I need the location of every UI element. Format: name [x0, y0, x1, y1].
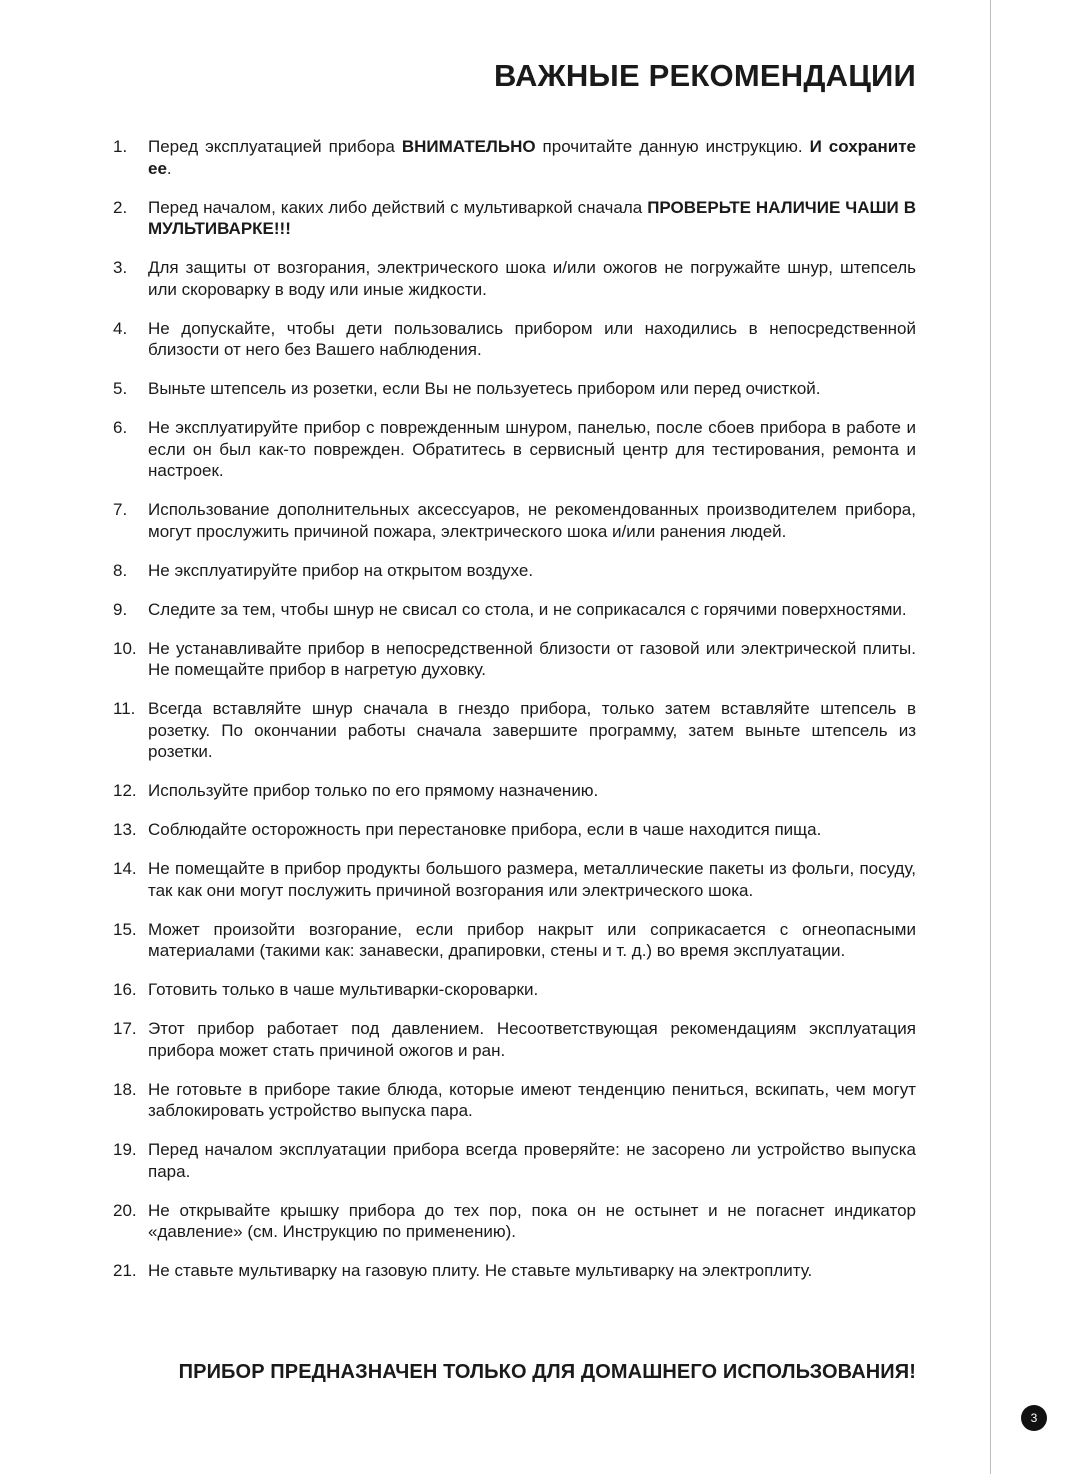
text-segment: Этот прибор работает под давлением. Несоответствующая рекомендациям эксплуатация прибора может стать причиной ожогов и ран.: [148, 1019, 916, 1060]
list-item: [113, 599, 916, 621]
list-item-number: 19.: [113, 1140, 137, 1159]
list-item: [113, 1079, 916, 1122]
list-item: [113, 1260, 916, 1282]
text-segment: Готовить только в чаше мультиварки-скороварки.: [148, 980, 539, 999]
list-item-number: 16.: [113, 980, 137, 999]
list-item: [113, 819, 916, 841]
text-segment: Всегда вставляйте шнур сначала в гнездо прибора, только затем вставляйте штепсель в розетку. По окончании работы сначала завершите программу, затем выньте штепсель из розетки.: [148, 699, 916, 761]
list-item-text: [148, 600, 907, 619]
list-item-number: 2.: [113, 197, 128, 217]
text-segment: Следите за тем, чтобы шнур не свисал со стола, и не соприкасался с горячими поверхностями.: [148, 599, 907, 619]
list-item: [113, 136, 916, 179]
list-item-text: [148, 820, 821, 839]
list-item-number: 6.: [113, 418, 128, 437]
list-item: [113, 780, 916, 802]
list-item: [113, 919, 916, 962]
text-segment: Перед началом эксплуатации прибора всегда проверяйте: не засорено ли устройство выпуска пара.: [148, 1140, 916, 1181]
list-item-text: [148, 920, 916, 961]
text-segment: Используйте прибор только по его прямому назначению.: [148, 781, 599, 800]
list-item-text: [148, 379, 821, 398]
list-item: [113, 979, 916, 1001]
list-item-number: 14.: [113, 859, 137, 878]
list-item-number: 4.: [113, 318, 128, 338]
list-item-number: 3.: [113, 258, 128, 277]
list-item-number: 13.: [113, 820, 137, 839]
list-item-number: 20.: [113, 1200, 137, 1220]
text-segment: Не ставьте мультиварку на газовую плиту. Не ставьте мультиварку на электроплиту.: [148, 1261, 813, 1280]
list-item: [113, 858, 916, 901]
list-item: [113, 1200, 916, 1243]
text-segment: Не допускайте, чтобы дети пользовались прибором или находились в непосредственной близости от него без Вашего наблюдения.: [148, 318, 916, 359]
list-item-text: [148, 1261, 812, 1280]
list-item-text: [148, 980, 538, 999]
list-item-number: 10.: [113, 638, 137, 658]
domestic-use-warning: ПРИБОР ПРЕДНАЗНАЧЕН ТОЛЬКО ДЛЯ ДОМАШНЕГО ИСПОЛЬЗОВАНИЯ!: [178, 1361, 916, 1383]
list-item: [113, 257, 916, 300]
list-item-text: [148, 639, 916, 680]
list-item-text: [148, 137, 916, 178]
list-item: [113, 318, 916, 361]
list-item-number: 11.: [113, 699, 136, 718]
text-segment: Не готовьте в приборе такие блюда, которые имеют тенденцию пениться, вскипать, чем могут заблокировать устройство выпуска пара.: [148, 1079, 916, 1120]
list-item-text: [148, 859, 916, 900]
list-item-number: 8.: [113, 560, 128, 580]
text-segment: Не эксплуатируйте прибор на открытом воздухе.: [148, 560, 534, 580]
text-segment: Соблюдайте осторожность при перестановке прибора, если в чаше находится пища.: [148, 820, 822, 839]
list-item: [113, 1018, 916, 1061]
list-item-number: 21.: [113, 1261, 137, 1280]
list-item-number: 15.: [113, 919, 137, 939]
list-item-number: 7.: [113, 500, 128, 519]
list-item-text: [148, 561, 533, 580]
list-item-text: [148, 699, 916, 761]
list-item-text: [148, 198, 916, 239]
list-item-text: [148, 1140, 916, 1181]
emphasis-text: ПРОВЕРЬТЕ НАЛИЧИЕ ЧАШИ В МУЛЬТИВАРКЕ!!!: [148, 197, 917, 238]
list-item-text: [148, 500, 916, 541]
list-item-number: 1.: [113, 137, 128, 156]
list-item: [113, 698, 916, 763]
list-item-text: [148, 258, 916, 299]
list-item: [113, 197, 916, 240]
list-item-number: 18.: [113, 1079, 137, 1099]
text-segment: Для защиты от возгорания, электрического шока и/или ожогов не погружайте шнур, штепсель или скороварку в воду или иные жидкости.: [148, 258, 916, 299]
text-segment: Перед эксплуатацией прибора: [148, 137, 402, 156]
list-item-number: 9.: [113, 599, 128, 619]
list-item-number: 17.: [113, 1019, 137, 1038]
text-segment: Не помещайте в прибор продукты большого размера, металлические пакеты из фольги, посуду, так как они могут послужить причиной возгорания или электрического шока.: [148, 859, 916, 900]
text-segment: Не эксплуатируйте прибор с поврежденным шнуром, панелью, после сбоев прибора в работе и если он был как-то поврежден. Обратитесь в сервисный центр для тестирования, ремонта и настроек.: [148, 418, 916, 480]
list-item-text: [148, 1019, 916, 1060]
text-segment: .: [166, 158, 172, 178]
text-segment: Не устанавливайте прибор в непосредственной близости от газовой или электрической плиты. Не помещайте прибор в нагретую духовку.: [148, 638, 916, 679]
page-number-badge: 3: [1021, 1405, 1047, 1431]
text-segment: Может произойти возгорание, если прибор накрыт или соприкасается с огнеопасными материалами (такими как: занавески, драпировки, стены и т. д.) во время эксплуатации.: [148, 919, 916, 960]
list-item-text: [148, 319, 916, 360]
emphasis-text: ВНИМАТЕЛЬНО: [401, 137, 536, 156]
list-item: [113, 638, 916, 681]
page-title: ВАЖНЫЕ РЕКОМЕНДАЦИИ: [493, 58, 916, 93]
page-edge-line: [990, 0, 991, 1474]
list-item-number: 12.: [113, 781, 137, 800]
list-item: [113, 560, 916, 582]
list-item: [113, 1139, 916, 1182]
text-segment: Перед началом, каких либо действий с мультиваркой сначала: [148, 197, 648, 217]
text-segment: прочитайте данную инструкцию.: [535, 137, 810, 156]
text-segment: Не открывайте крышку прибора до тех пор, пока он не остынет и не погаснет индикатор «давление» (см. Инструкцию по применению).: [148, 1200, 916, 1241]
text-segment: Использование дополнительных аксессуаров, не рекомендованных производителем прибора, могут прослужить причиной пожара, электрического шока и/или ранения людей.: [148, 500, 916, 541]
list-item: [113, 378, 916, 400]
text-segment: Выньте штепсель из розетки, если Вы не пользуетесь прибором или перед очисткой.: [148, 379, 821, 398]
list-item: [113, 499, 916, 542]
list-item-number: 5.: [113, 379, 128, 398]
emphasis-text: И сохраните ее: [148, 137, 917, 178]
recommendations-list: [113, 136, 916, 1299]
list-item-text: [148, 781, 598, 800]
list-item: [113, 417, 916, 482]
list-item-text: [148, 1201, 916, 1242]
list-item-text: [148, 1080, 916, 1121]
list-item-text: [148, 418, 916, 480]
